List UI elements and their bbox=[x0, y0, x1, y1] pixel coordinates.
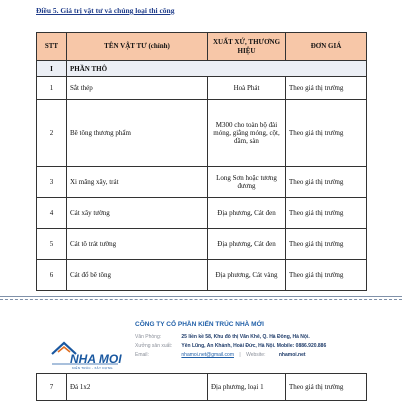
company-name: CÔNG TY CỔ PHẦN KIẾN TRÚC NHÀ MỚI bbox=[135, 321, 264, 328]
section-index: I bbox=[37, 61, 67, 77]
page-break-dashes bbox=[0, 299, 402, 300]
header-name: TÊN VẬT TƯ (chính) bbox=[67, 33, 208, 61]
row-name: Bê tông thương phẩm bbox=[67, 100, 208, 167]
table-row bbox=[37, 374, 367, 401]
table-header-row bbox=[37, 33, 367, 61]
table-row bbox=[37, 77, 367, 100]
row-origin: M300 cho toàn bộ đài móng, giằng móng, cột, dầm, sàn bbox=[208, 100, 286, 167]
row-name: Cát xây tường bbox=[67, 198, 208, 229]
row-origin: Địa phương, Cát vàng bbox=[208, 260, 286, 291]
table-row bbox=[37, 198, 367, 229]
office-line bbox=[135, 334, 310, 340]
page-break-line bbox=[0, 296, 402, 297]
header-origin: XUẤT XỨ, THƯƠNG HIỆU bbox=[208, 33, 286, 61]
row-price: Theo giá thị trường bbox=[286, 167, 367, 198]
row-price: Theo giá thị trường bbox=[286, 100, 367, 167]
row-name: Xi măng xây, trát bbox=[67, 167, 208, 198]
row-stt: 4 bbox=[37, 198, 67, 229]
row-origin: Long Sơn hoặc tương đương bbox=[208, 167, 286, 198]
row-stt: 2 bbox=[37, 100, 67, 167]
row-name: Đá 1x2 bbox=[67, 374, 208, 401]
row-stt: 1 bbox=[37, 77, 67, 100]
contact-line bbox=[135, 352, 306, 358]
website-link[interactable]: nhamoi.net bbox=[278, 352, 306, 358]
row-stt: 3 bbox=[37, 167, 67, 198]
office-label: Văn Phòng: bbox=[135, 334, 162, 340]
contact-separator: | bbox=[239, 352, 241, 358]
row-price: Theo giá thị trường bbox=[286, 260, 367, 291]
logo-tagline: KIẾN TRÚC - XÂY DỰNG bbox=[72, 366, 113, 370]
row-price: Theo giá thị trường bbox=[286, 198, 367, 229]
factory-line bbox=[135, 343, 326, 349]
row-stt: 5 bbox=[37, 229, 67, 260]
office-address: 25 liền kề 58, Khu đô thị Văn Khê, Q. Hà Đông, Hà Nội. bbox=[181, 334, 310, 340]
article-heading: Điều 5. Giá trị vật tư và chủng loại thi công bbox=[36, 6, 175, 15]
section-label: PHẦN THÔ bbox=[67, 61, 367, 77]
row-name: Sắt thép bbox=[67, 77, 208, 100]
row-origin: Địa phương, loại 1 bbox=[208, 374, 286, 401]
table-row bbox=[37, 100, 367, 167]
row-stt: 6 bbox=[37, 260, 67, 291]
website-label: Website: bbox=[246, 352, 266, 358]
row-origin: Địa phương, Cát đen bbox=[208, 198, 286, 229]
materials-table bbox=[36, 32, 367, 291]
logo-text: NHA MOI bbox=[70, 352, 122, 366]
row-name: Cát đổ bê tông bbox=[67, 260, 208, 291]
table-row bbox=[37, 229, 367, 260]
row-name: Cát tô trát tường bbox=[67, 229, 208, 260]
table-row bbox=[37, 260, 367, 291]
row-price: Theo giá thị trường bbox=[286, 77, 367, 100]
header-stt: STT bbox=[37, 33, 67, 61]
email-link[interactable]: nhamoi.net@gmail.com bbox=[181, 352, 234, 358]
factory-address: Yên Lũng, An Khánh, Hoài Đức, Hà Nội. Mobile: 0886.920.886 bbox=[181, 343, 327, 349]
continuation-table bbox=[36, 373, 367, 401]
row-origin: Hoà Phát bbox=[208, 77, 286, 100]
table-row bbox=[37, 167, 367, 198]
header-price: ĐƠN GIÁ bbox=[286, 33, 367, 61]
row-stt: 7 bbox=[37, 374, 67, 401]
email-label: Email: bbox=[135, 352, 149, 358]
section-row bbox=[37, 61, 367, 77]
factory-label: Xưởng sản xuất: bbox=[135, 343, 173, 349]
row-price: Theo giá thị trường bbox=[286, 229, 367, 260]
row-price: Theo giá thị trường bbox=[286, 374, 367, 401]
row-origin: Địa phương, Cát đen bbox=[208, 229, 286, 260]
